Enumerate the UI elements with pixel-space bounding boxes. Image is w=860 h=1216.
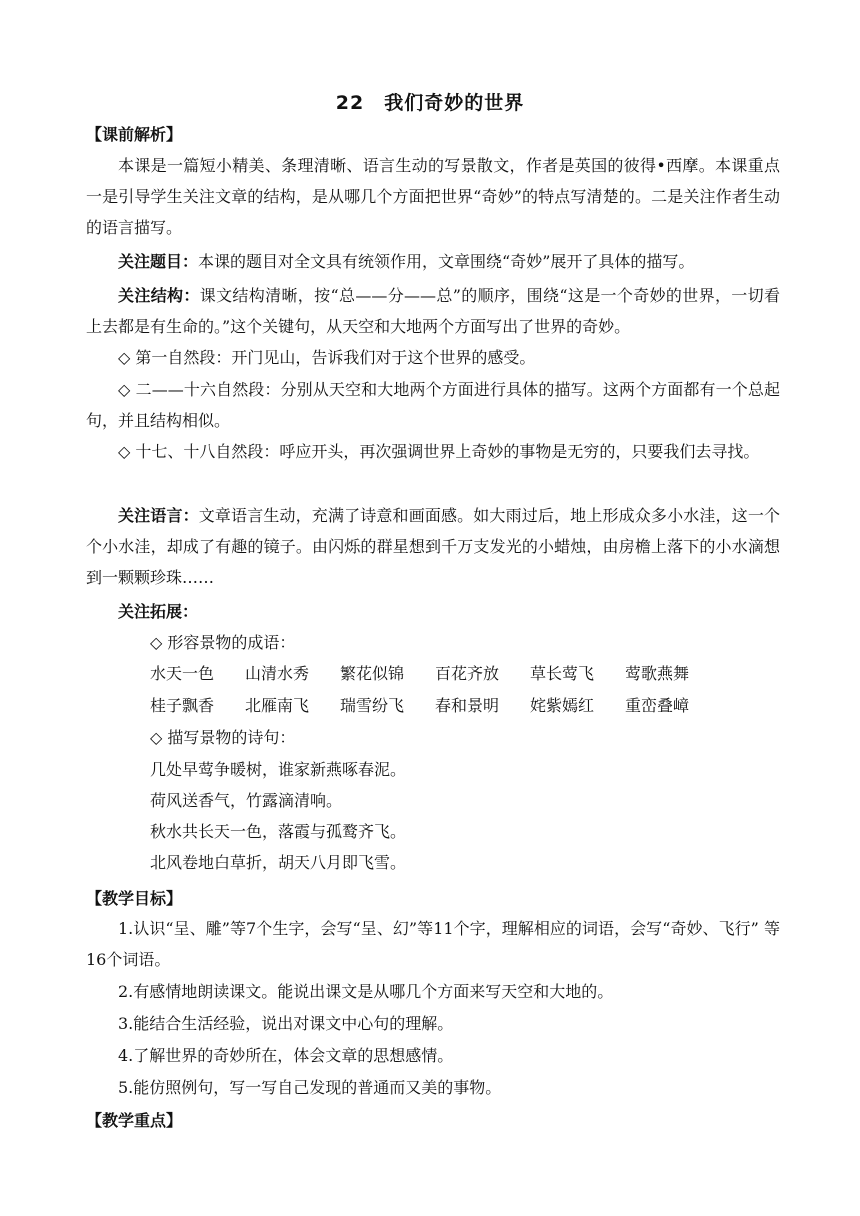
focus-language-paragraph [86, 500, 780, 593]
idiom-item: 水天一色 [150, 664, 215, 683]
focus-language-label: 关注语言： [118, 506, 199, 525]
bullet-item: ◇ 十七、十八自然段：呼应开头，再次强调世界上奇妙的事物是无穷的，只要我们去寻找。 [118, 442, 760, 461]
focus-language-text: 文章语言生动，充满了诗意和画面感。如大雨过后，地上形成众多小水洼，这一个个小水洼，却成了有趣的镜子。由闪烁的群星想到千万支发光的小蜡烛，由房檐上落下的小水滴想到一颗颗珍珠…… [86, 506, 780, 587]
poems-heading: ◇ 描写景物的诗句： [150, 728, 296, 747]
idioms-row [150, 693, 720, 716]
intro-paragraph: 本课是一篇短小精美、条理清晰、语言生动的写景散文，作者是英国的彼得•西摩。本课重点一是引导学生关注文章的结构，是从哪几个方面把世界“奇妙”的特点写清楚的。二是关注作者生动的语言描写。 [86, 156, 780, 237]
bullet-item: ◇ 第一自然段：开门见山，告诉我们对于这个世界的感受。 [118, 348, 536, 367]
bullet-item: ◇ 二——十六自然段：分别从天空和大地两个方面进行具体的描写。这两个方面都有一个总起句，并且结构相似。 [86, 380, 780, 430]
focus-extend-label: 关注拓展： [118, 602, 199, 621]
idiom-item: 重峦叠嶂 [625, 696, 690, 715]
idiom-item: 繁花似锦 [340, 664, 405, 683]
idiom-item: 姹紫嫣红 [530, 696, 595, 715]
lesson-title: 22 我们奇妙的世界 [335, 92, 525, 114]
goal-item: 5.能仿照例句，写一写自己发现的普通而又美的事物。 [118, 1078, 502, 1097]
idiom-item: 莺歌燕舞 [625, 664, 690, 683]
goal-item: 1.认识“呈、雕”等7个生字，会写“呈、幻”等11个字，理解相应的词语，会写“奇妙、飞行” 等16个词语。 [86, 919, 780, 969]
focus-title-text: 本课的题目对全文具有统领作用，文章围绕“奇妙”展开了具体的描写。 [198, 252, 695, 271]
poem-line: 荷风送香气，竹露滴清响。 [150, 791, 343, 810]
idioms-row [150, 661, 720, 684]
poem-line: 秋水共长天一色，落霞与孤鹜齐飞。 [150, 822, 407, 841]
focus-extend-paragraph [86, 596, 780, 627]
idiom-item: 春和景明 [435, 696, 500, 715]
idiom-item: 桂子飘香 [150, 696, 215, 715]
idiom-item: 百花齐放 [435, 664, 500, 683]
goal-item: 4.了解世界的奇妙所在，体会文章的思想感情。 [118, 1046, 454, 1065]
focus-structure-label: 关注结构： [118, 286, 200, 305]
idiom-item: 瑞雪纷飞 [340, 696, 405, 715]
focus-structure-paragraph [86, 280, 780, 342]
idiom-item: 山清水秀 [245, 664, 310, 683]
poem-line: 北风卷地白草折，胡天八月即飞雪。 [150, 853, 407, 872]
poem-line: 几处早莺争暖树，谁家新燕啄春泥。 [150, 760, 407, 779]
section-teaching-key-points: 【教学重点】 [86, 1111, 183, 1130]
idiom-item: 北雁南飞 [245, 696, 310, 715]
section-teaching-goals: 【教学目标】 [86, 889, 183, 908]
idiom-item: 草长莺飞 [530, 664, 595, 683]
focus-title-paragraph [86, 246, 780, 277]
section-pre-analysis: 【课前解析】 [86, 125, 183, 144]
goal-item: 2.有感情地朗读课文。能说出课文是从哪几个方面来写天空和大地的。 [118, 982, 614, 1001]
focus-structure-text: 课文结构清晰，按“总——分——总”的顺序，围绕“这是一个奇妙的世界，一切看上去都是有生命的。”这个关键句，从天空和大地两个方面写出了世界的奇妙。 [86, 286, 780, 336]
focus-title-label: 关注题目： [118, 252, 199, 271]
goal-item: 3.能结合生活经验，说出对课文中心句的理解。 [118, 1014, 454, 1033]
idioms-heading: ◇ 形容景物的成语： [150, 633, 296, 652]
